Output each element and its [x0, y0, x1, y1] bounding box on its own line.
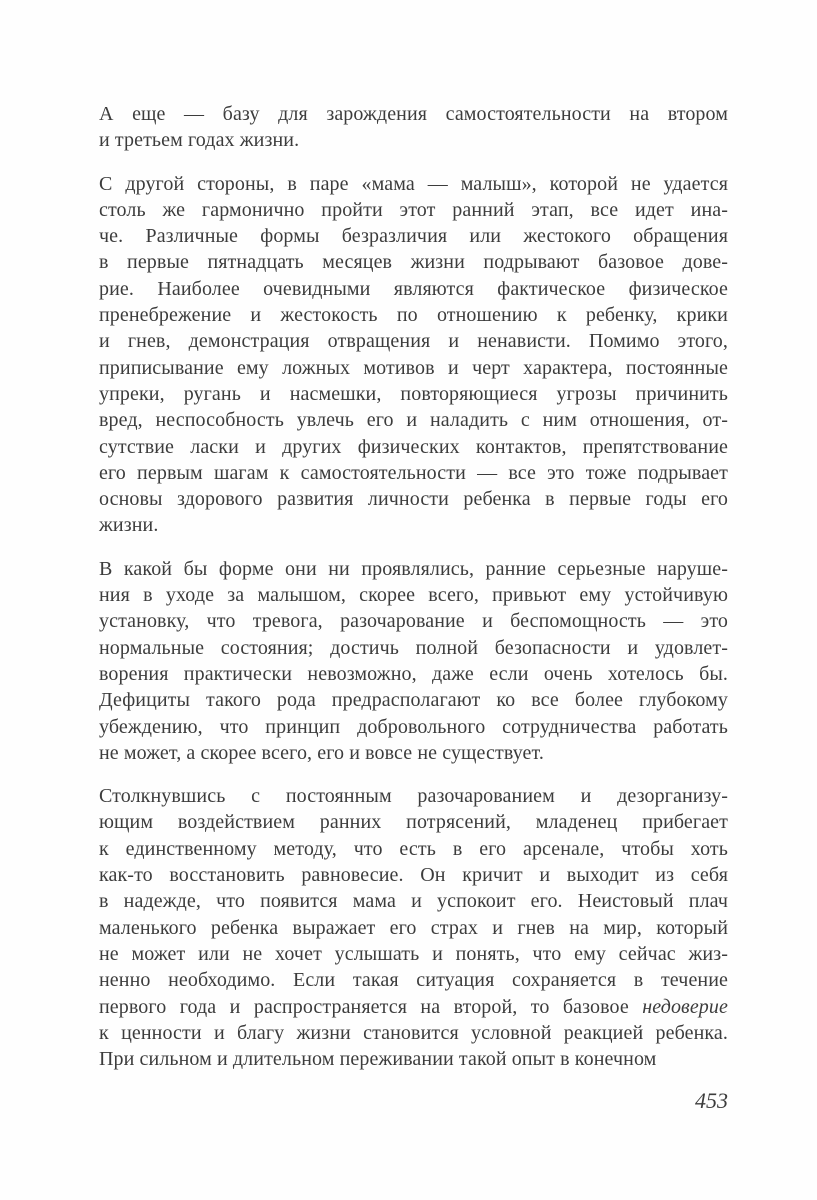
text-line	[99, 635, 728, 661]
text-line	[99, 836, 728, 862]
text-line	[99, 714, 728, 740]
text-segment: столь же гармонично пройти этот ранний этап, все идет ина-	[99, 198, 728, 221]
text-line	[99, 941, 728, 967]
text-line	[99, 460, 728, 486]
text-line	[99, 994, 728, 1020]
text-line	[99, 381, 728, 407]
text-segment: первого года и распространяется на второй, то базовое	[99, 995, 643, 1018]
paragraph	[99, 101, 728, 154]
text-line	[99, 101, 728, 127]
page-text	[99, 101, 728, 1089]
text-segment: А еще — базу для зарождения самостоятельности на втором	[99, 103, 728, 125]
text-segment: основы здорового развития личности ребенка в первые годы его	[99, 488, 728, 511]
text-segment: к ценности и благу жизни становится условной реакцией ребенка.	[99, 1021, 728, 1044]
text-line	[99, 687, 728, 713]
text-line	[99, 582, 728, 608]
text-line	[99, 328, 728, 354]
text-segment: не может, а скорее всего, его и вовсе не существует.	[99, 741, 544, 764]
text-line	[99, 197, 728, 223]
text-line	[99, 1020, 728, 1046]
text-segment: установку, что тревога, разочарование и беспомощность — это	[99, 610, 728, 633]
text-line	[99, 888, 728, 914]
text-segment: убеждению, что принцип добровольного сотрудничества работать	[99, 715, 728, 738]
text-line	[99, 915, 728, 941]
text-line	[99, 608, 728, 634]
text-segment: В какой бы форме они ни проявлялись, ранние серьезные наруше-	[99, 557, 728, 580]
text-line	[99, 967, 728, 993]
text-line	[99, 302, 728, 328]
text-segment: ния в уходе за малышом, скорее всего, привьют ему устойчивую	[99, 584, 728, 607]
text-line	[99, 223, 728, 249]
text-line	[99, 809, 728, 835]
text-segment: сутствие ласки и других физических контактов, препятствование	[99, 435, 728, 458]
text-segment: к единственному методу, что есть в его арсенале, чтобы хоть	[99, 837, 728, 860]
text-segment: ненно необходимо. Если такая ситуация сохраняется в течение	[99, 969, 728, 992]
text-segment: нормальные состояния; достичь полной безопасности и удовлет-	[99, 636, 728, 659]
text-segment: маленького ребенка выражает его страх и гнев на мир, который	[99, 916, 728, 939]
text-line	[99, 249, 728, 275]
text-segment: в надежде, что появится мама и успокоит его. Неистовый плач	[99, 890, 728, 913]
text-segment: С другой стороны, в паре «мама — малыш», которой не удается	[99, 172, 728, 195]
text-line	[99, 486, 728, 512]
text-segment: приписывание ему ложных мотивов и черт характера, постоянные	[99, 356, 728, 379]
text-segment: упреки, ругань и насмешки, повторяющиеся угрозы причинить	[99, 382, 728, 405]
text-segment: че. Различные формы безразличия или жестокого обращения	[99, 225, 728, 248]
italic-text-segment: недоверие	[642, 995, 728, 1018]
text-segment: и гнев, демонстрация отвращения и ненависти. Помимо этого,	[99, 330, 728, 353]
text-line	[99, 661, 728, 687]
paragraph	[99, 171, 728, 539]
page-number: 453	[695, 1088, 728, 1113]
text-line	[99, 512, 728, 538]
paragraph	[99, 783, 728, 1072]
text-line	[99, 407, 728, 433]
text-line	[99, 171, 728, 197]
text-line	[99, 1046, 728, 1072]
text-segment: рие. Наиболее очевидными являются фактическое физическое	[99, 277, 728, 300]
text-line	[99, 127, 728, 153]
text-segment: и третьем годах жизни.	[99, 129, 300, 152]
text-segment: в первые пятнадцать месяцев жизни подрывают базовое дове-	[99, 251, 728, 274]
text-segment: вред, неспособность увлечь его и наладить с ним отношения, от-	[99, 409, 728, 432]
text-segment: При сильном и длительном переживании такой опыт в конечном	[99, 1048, 657, 1071]
text-line	[99, 740, 728, 766]
text-segment: Дефициты такого рода предрасполагают ко все более глубокому	[99, 689, 728, 712]
text-line	[99, 355, 728, 381]
text-segment: как-то восстановить равновесие. Он кричит и выходит из себя	[99, 864, 728, 887]
text-line	[99, 276, 728, 302]
text-line	[99, 862, 728, 888]
text-segment: не может или не хочет услышать и понять, что ему сейчас жиз-	[99, 942, 728, 965]
text-segment: ющим воздействием ранних потрясений, младенец прибегает	[99, 811, 728, 834]
text-segment: ворения практически невозможно, даже если очень хотелось бы.	[99, 662, 728, 685]
text-segment: пренебрежение и жестокость по отношению к ребенку, крики	[99, 304, 728, 327]
text-line	[99, 556, 728, 582]
text-segment: его первым шагам к самостоятельности — все это тоже подрывает	[99, 461, 728, 484]
text-segment: жизни.	[99, 514, 159, 537]
text-line	[99, 783, 728, 809]
text-segment: Столкнувшись с постоянным разочарованием и дезорганизу-	[99, 785, 728, 808]
paragraph	[99, 556, 728, 766]
text-line	[99, 434, 728, 460]
